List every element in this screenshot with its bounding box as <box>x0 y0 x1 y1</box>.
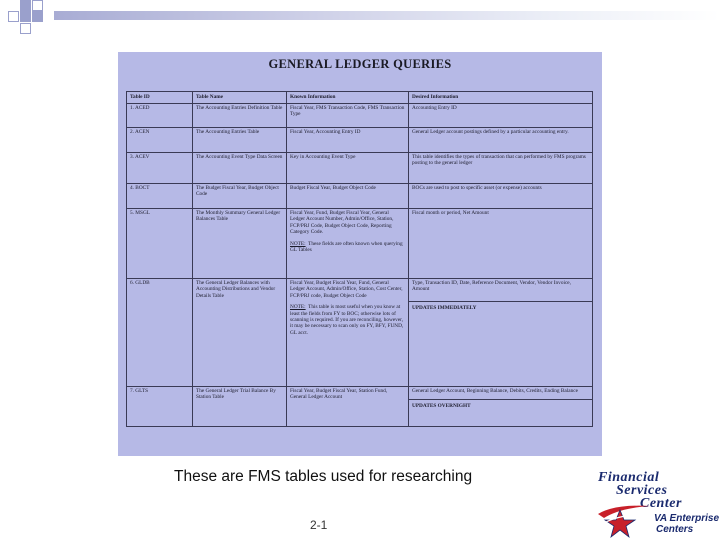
page-number: 2-1 <box>310 518 328 532</box>
cell-table-name: The Accounting Entries Table <box>193 128 287 153</box>
table-header-row <box>127 92 593 104</box>
cell-table-id: 2. ACEN <box>127 128 193 153</box>
cell-known <box>287 279 409 387</box>
cell-known: Fiscal Year, Budget Fiscal Year, Station Fund, General Ledger Account <box>287 387 409 427</box>
decor-square <box>8 11 19 22</box>
cell-desired: Fiscal month or period, Net Amount <box>409 209 593 279</box>
fsc-logo <box>582 466 720 540</box>
cell-desired: General Ledger account postings defined by a particular accounting entry. <box>409 128 593 153</box>
cell-table-id: 4. BOCT <box>127 184 193 209</box>
title-bar-gradient <box>54 11 720 20</box>
update-status: UPDATES OVERNIGHT <box>412 403 471 410</box>
document-title: GENERAL LEDGER QUERIES <box>268 57 452 71</box>
cell-table-id: 6. GLDB <box>127 279 193 387</box>
table-row <box>127 387 593 427</box>
slide-decoration <box>0 0 720 40</box>
known-text: Fiscal Year, Budget Fiscal Year, Fund, General Ledger Account, Admin/Office, Station, Cost Center, FCP/PRJ code, Budget Object Code <box>290 280 403 299</box>
note-text: This table is most useful when you know at least the fields from FY to BOC; otherwise lots of scanning is required. If you are reconciling, however, it may be necessary to scan only on FY, BFY, FUND, GL acct. <box>290 304 404 336</box>
note-block <box>290 304 405 336</box>
col-header-known: Known Information <box>287 92 409 104</box>
decor-square <box>20 23 31 34</box>
cell-desired: BOCs are used to post to specific asset (or expense) accounts <box>409 184 593 209</box>
cell-known <box>287 209 409 279</box>
cell-table-name: The Accounting Entries Definition Table <box>193 104 287 128</box>
cell-table-name: The Monthly Summary General Ledger Balances Table <box>193 209 287 279</box>
col-header-table-id: Table ID <box>127 92 193 104</box>
cell-table-name: The Budget Fiscal Year, Budget Object Code <box>193 184 287 209</box>
table-row <box>127 128 593 153</box>
ledger-table <box>126 91 593 427</box>
cell-table-name: The General Ledger Balances with Accounting Distributions and Vendor Details Table <box>193 279 287 387</box>
logo-word-center: Center <box>640 496 682 511</box>
update-status: UPDATES IMMEDIATELY <box>412 304 477 311</box>
desired-text: Type, Transaction ID, Date, Reference Document, Vendor, Vendor Invoice, Amount <box>412 280 571 293</box>
table-row <box>127 153 593 184</box>
note-label: NOTE: <box>290 304 306 311</box>
cell-known: Fiscal Year, FMS Transaction Code, FMS Transaction Type <box>287 104 409 128</box>
logo-word-services: Services <box>616 483 668 498</box>
cell-table-name: The Accounting Event Type Data Screen <box>193 153 287 184</box>
known-text: Fiscal Year, Fund, Budget Fiscal Year, General Ledger Account Number, Admin/Office, Station, FCP/PRJ Code, Budget Object Code, Reporting Category Code. <box>290 210 394 236</box>
desired-text: General Ledger Account, Beginning Balance, Debits, Credits, Ending Balance <box>412 388 578 394</box>
cell-desired <box>409 387 593 427</box>
cell-desired: This table identifies the types of transaction that can performed by FMS programs posting to the general ledger <box>409 153 593 184</box>
logo-word-financial: Financial <box>598 470 660 485</box>
cell-divider <box>409 301 592 302</box>
cell-desired <box>409 279 593 387</box>
table-row <box>127 279 593 387</box>
cell-known: Budget Fiscal Year, Budget Object Code <box>287 184 409 209</box>
cell-table-id: 1. ACED <box>127 104 193 128</box>
decor-square <box>32 11 43 22</box>
decor-square <box>20 0 31 11</box>
table-row <box>127 184 593 209</box>
col-header-desired: Desired Information <box>409 92 593 104</box>
cell-known: Fiscal Year, Accounting Entry ID <box>287 128 409 153</box>
cell-table-id: 7. GLTS <box>127 387 193 427</box>
note-text: These fields are often known when querying GL Tables <box>290 240 403 254</box>
cell-table-name: The General Ledger Trial Balance By Station Table <box>193 387 287 427</box>
star-swoosh-icon <box>596 500 652 540</box>
cell-table-id: 3. ACEV <box>127 153 193 184</box>
note-label: NOTE: <box>290 240 306 247</box>
cell-desired: Accounting Entry ID <box>409 104 593 128</box>
cell-divider <box>409 399 592 400</box>
cell-known: Key in Accounting Event Type <box>287 153 409 184</box>
decor-square <box>20 11 31 22</box>
logo-centers: Centers <box>656 524 694 535</box>
table-row <box>127 209 593 279</box>
slide-caption: These are FMS tables used for researching <box>174 468 473 485</box>
note-block <box>290 241 405 254</box>
cell-table-id: 5. MSGL <box>127 209 193 279</box>
col-header-table-name: Table Name <box>193 92 287 104</box>
table-row <box>127 104 593 128</box>
logo-va-enterprise: VA Enterprise <box>654 513 720 524</box>
ledger-queries-document <box>118 52 602 456</box>
decor-square <box>32 0 43 11</box>
